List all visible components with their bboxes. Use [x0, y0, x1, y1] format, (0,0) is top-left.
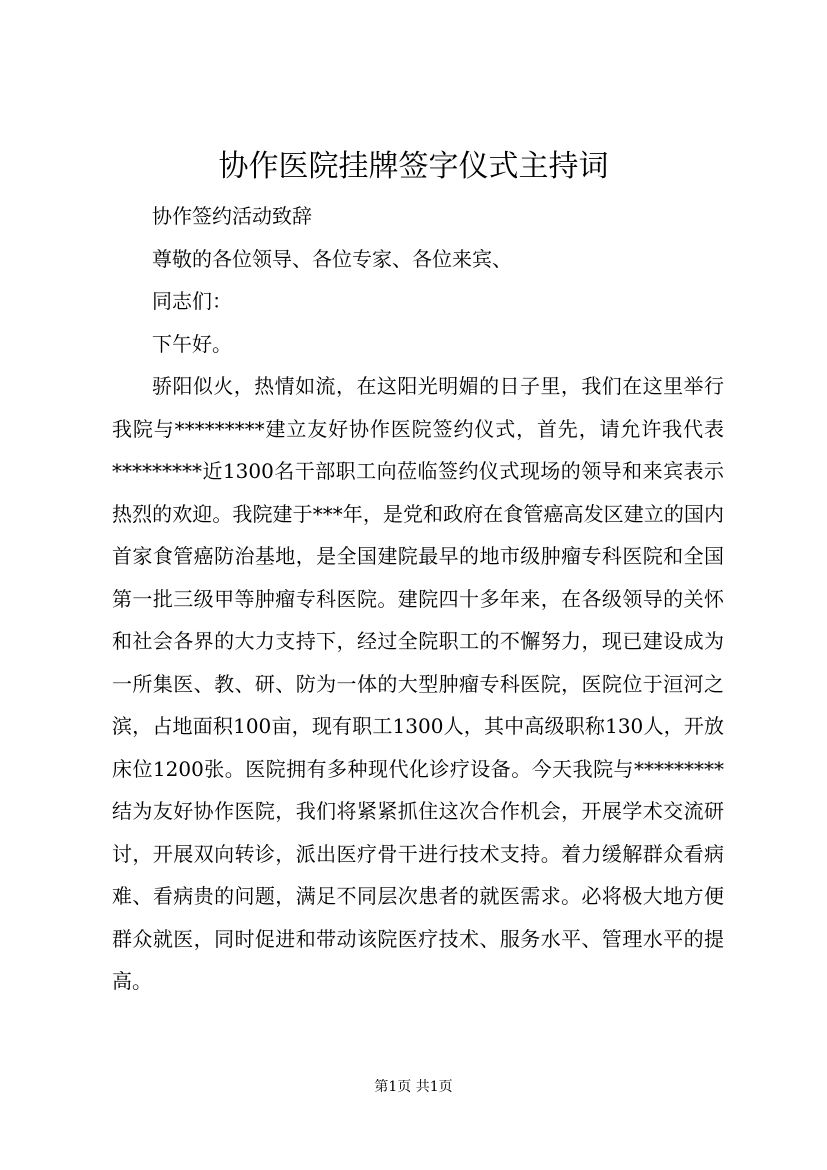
paragraph-main: 骄阳似火，热情如流，在这阳光明媚的日子里，我们在这里举行我院与*********建立友好协作医院签约仪式，首先，请允许我代表*********近1300名干部职工向莅临签约仪式现场的领导和来宾表示热烈的欢迎。我院建于***年，是党和政府在食管癌高发区建立的国内首家食管癌防治基地，是全国建院最早的地市级肿瘤专科医院和全国第一批三级甲等肿瘤专科医院。建院四十多年来，在各级领导的关怀和社会各界的大力支持下，经过全院职工的不懈努力，现已建设成为一所集医、教、研、防为一体的大型肿瘤专科医院，医院位于洹河之滨，占地面积100亩，现有职工1300人，其中高级职称130人，开放床位1200张。医院拥有多种现代化诊疗设备。今天我院与*********结为友好协作医院，我们将紧紧抓住这次合作机会，开展学术交流研讨，开展双向转诊，派出医疗骨干进行技术支持。着力缓解群众看病难、看病贵的问题，满足不同层次患者的就医需求。必将极大地方便群众就医，同时促进和带动该院医疗技术、服务水平、管理水平的提高。: [112, 374, 724, 993]
document-body: [112, 195, 724, 1003]
page-footer: 第1页 共1页: [374, 1079, 453, 1095]
paragraph-comrades: 同志们：: [152, 289, 232, 313]
document-title: 协作医院挂牌签字仪式主持词: [218, 149, 609, 184]
paragraph-greeting: 下午好。: [152, 331, 232, 356]
paragraph-salutation: 尊敬的各位领导、各位专家、各位来宾、: [152, 246, 512, 271]
paragraph-subtitle: 协作签约活动致辞: [152, 204, 312, 228]
